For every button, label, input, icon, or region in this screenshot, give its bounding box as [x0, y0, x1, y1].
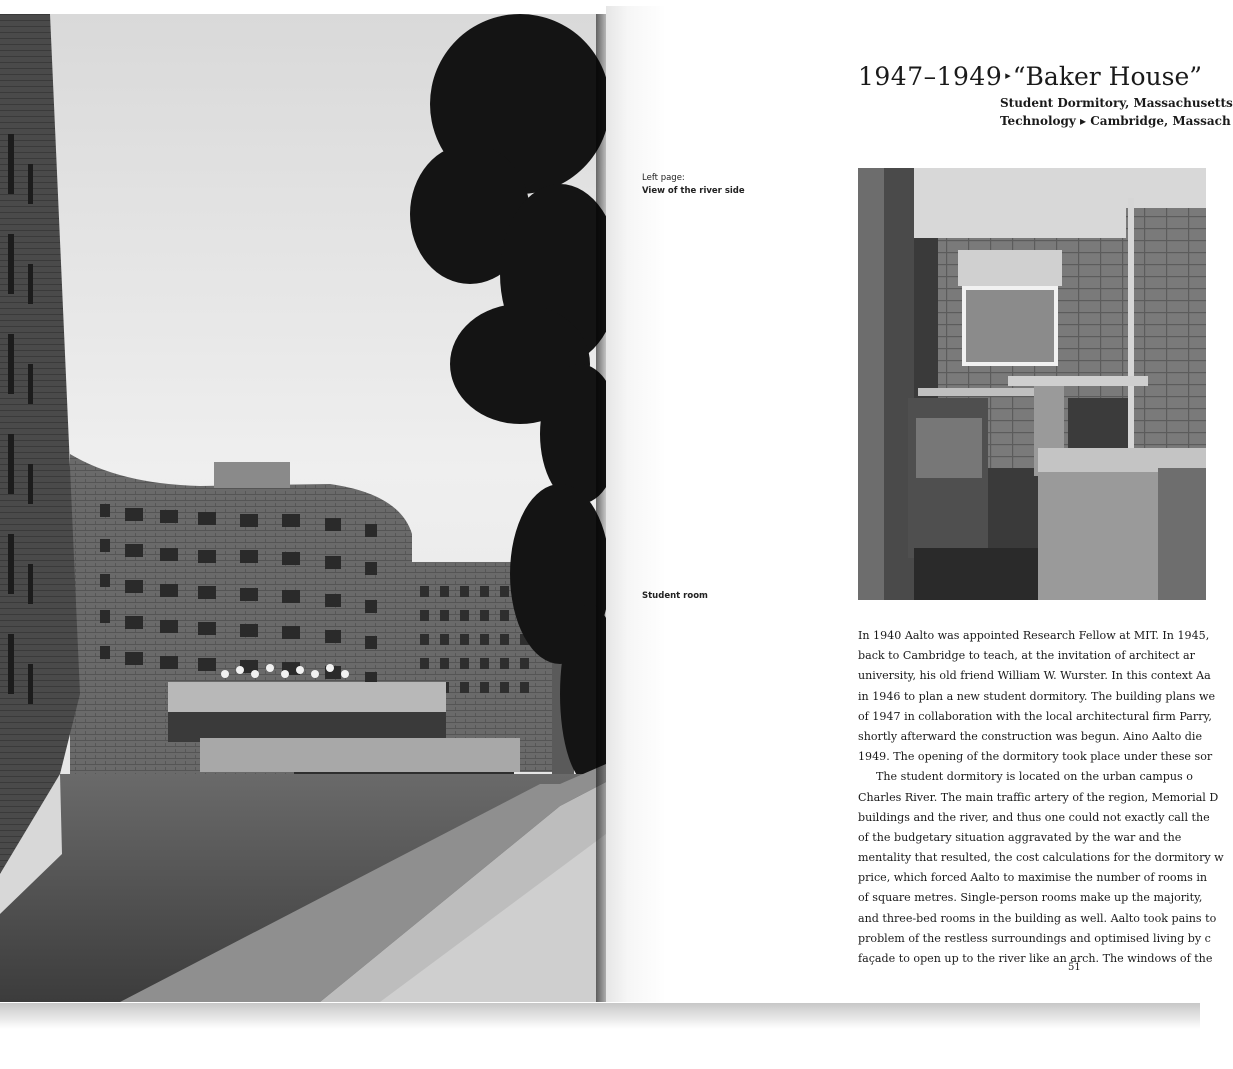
body-line: and three-bed rooms in the building as well. Aalto took pains to — [858, 911, 1217, 925]
caption-left-page-label: Left page: — [642, 173, 685, 183]
body-line: problem of the restless surroundings and optimised living by c — [858, 931, 1211, 945]
body-line: of the budgetary situation aggravated by the war and the — [858, 830, 1182, 844]
student-room-photo — [858, 168, 1206, 600]
page-number: 51 — [1068, 962, 1081, 973]
chapter-heading — [858, 62, 1202, 91]
subtitle-line-2: Technology ▸ Cambridge, Massach — [1000, 114, 1231, 128]
building-photo — [0, 14, 606, 1002]
caption-student-room-text: Student room — [642, 591, 708, 601]
body-line: The student dormitory is located on the urban campus o — [876, 770, 1193, 784]
body-line: façade to open up to the river like an arch. The windows of the — [858, 952, 1213, 965]
body-line: mentality that resulted, the cost calculations for the dormitory w — [858, 851, 1224, 865]
body-line: price, which forced Aalto to maximise the number of rooms in — [858, 871, 1208, 885]
body-line: 1949. The opening of the dormitory took place under these sor — [858, 750, 1213, 764]
heading-title: “Baker House” — [1012, 62, 1203, 91]
body-line: In 1940 Aalto was appointed Research Fellow at MIT. In 1945, — [858, 629, 1210, 642]
body-line: university, his old friend William W. Wurster. In this context Aa — [858, 669, 1211, 683]
left-page-photo — [0, 14, 606, 1002]
room-photo-image — [858, 168, 1206, 600]
body-line: in 1946 to plan a new student dormitory. The building plans we — [858, 689, 1216, 703]
chapter-subtitle — [1000, 94, 1233, 130]
caption-student-room — [642, 590, 708, 603]
body-line: back to Cambridge to teach, at the invitation of architect ar — [858, 649, 1195, 663]
caption-left-page-text: View of the river side — [642, 186, 745, 196]
book-bottom-shadow — [0, 1003, 1200, 1029]
body-line: of square metres. Single-person rooms make up the majority, — [858, 891, 1203, 905]
body-line: of 1947 in collaboration with the local architectural firm Parry, — [858, 709, 1212, 723]
body-line: buildings and the river, and thus one could not exactly call the — [858, 810, 1210, 824]
subtitle-line-1: Student Dormitory, Massachusetts — [1000, 96, 1233, 110]
right-page — [606, 6, 1233, 1002]
heading-arrow-icon: ▸ — [1005, 69, 1011, 82]
body-line: Charles River. The main traffic artery of the region, Memorial D — [858, 790, 1219, 804]
body-line: shortly afterward the construction was begun. Aino Aalto die — [858, 729, 1203, 743]
caption-left-page — [642, 172, 745, 198]
heading-years: 1947–1949 — [858, 62, 1003, 91]
body-text — [858, 626, 1224, 969]
